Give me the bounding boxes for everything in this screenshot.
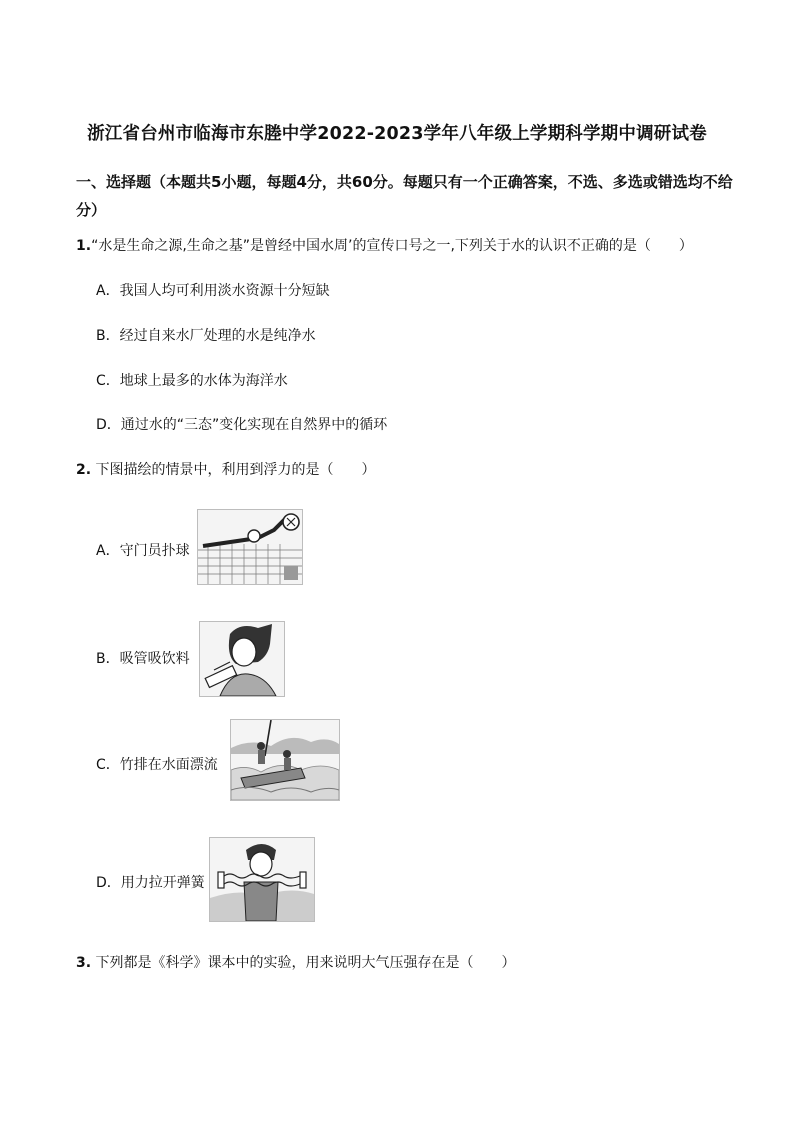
section-heading: 一、选择题（本题共5小题，每题4分，共60分。每题只有一个正确答案，不选、多选或错选均不给分） [76,173,733,219]
question-1 [76,235,693,255]
goalkeeper-illustration [197,509,303,585]
drinking-straw-illustration [199,621,285,697]
option-text: 守门员扑球 [119,543,190,559]
option-1b [96,325,316,345]
question-stem: 下图描绘的情景中，利用到浮力的是（ ） [95,462,376,478]
option-text: 地球上最多的水体为海洋水 [119,373,288,389]
option-2b [96,648,190,668]
option-text: 经过自来水厂处理的水是纯净水 [119,328,316,344]
option-text: 吸管吸饮料 [119,651,190,667]
option-text: 用力拉开弹簧 [120,875,205,891]
question-number: 2. [76,462,92,478]
option-label: A． [96,283,120,299]
question-number: 3. [76,955,92,971]
option-text: 我国人均可利用淡水资源十分短缺 [119,283,330,299]
bamboo-raft-illustration [230,719,340,801]
option-label: D． [96,875,121,891]
option-1c [96,370,288,390]
option-1a [96,280,330,300]
option-label: D． [96,417,121,433]
question-3 [76,952,516,972]
option-text: 竹排在水面漂流 [119,757,218,773]
question-stem: “水是生命之源,生命之基”是曾经中国水周’的宣传口号之一,下列关于水的认识不正确的是（ ） [91,238,693,254]
option-label: B． [96,328,120,344]
question-number: 1. [76,238,92,254]
spring-pull-illustration [209,837,315,922]
question-stem: 下列都是《科学》课本中的实验，用来说明大气压强存在是（ ） [95,955,516,971]
option-2d [96,872,205,892]
option-1d [96,414,387,434]
option-2c [96,754,218,774]
option-label: A． [96,543,120,559]
option-label: C． [96,757,120,773]
option-text: 通过水的“三态”变化实现在自然界中的循环 [120,417,388,433]
page-title: 浙江省台州市临海市东塍中学2022-2023学年八年级上学期科学期中调研试卷 [87,124,707,144]
question-2 [76,459,376,479]
option-label: B． [96,651,120,667]
option-2a [96,540,190,560]
option-label: C． [96,373,120,389]
